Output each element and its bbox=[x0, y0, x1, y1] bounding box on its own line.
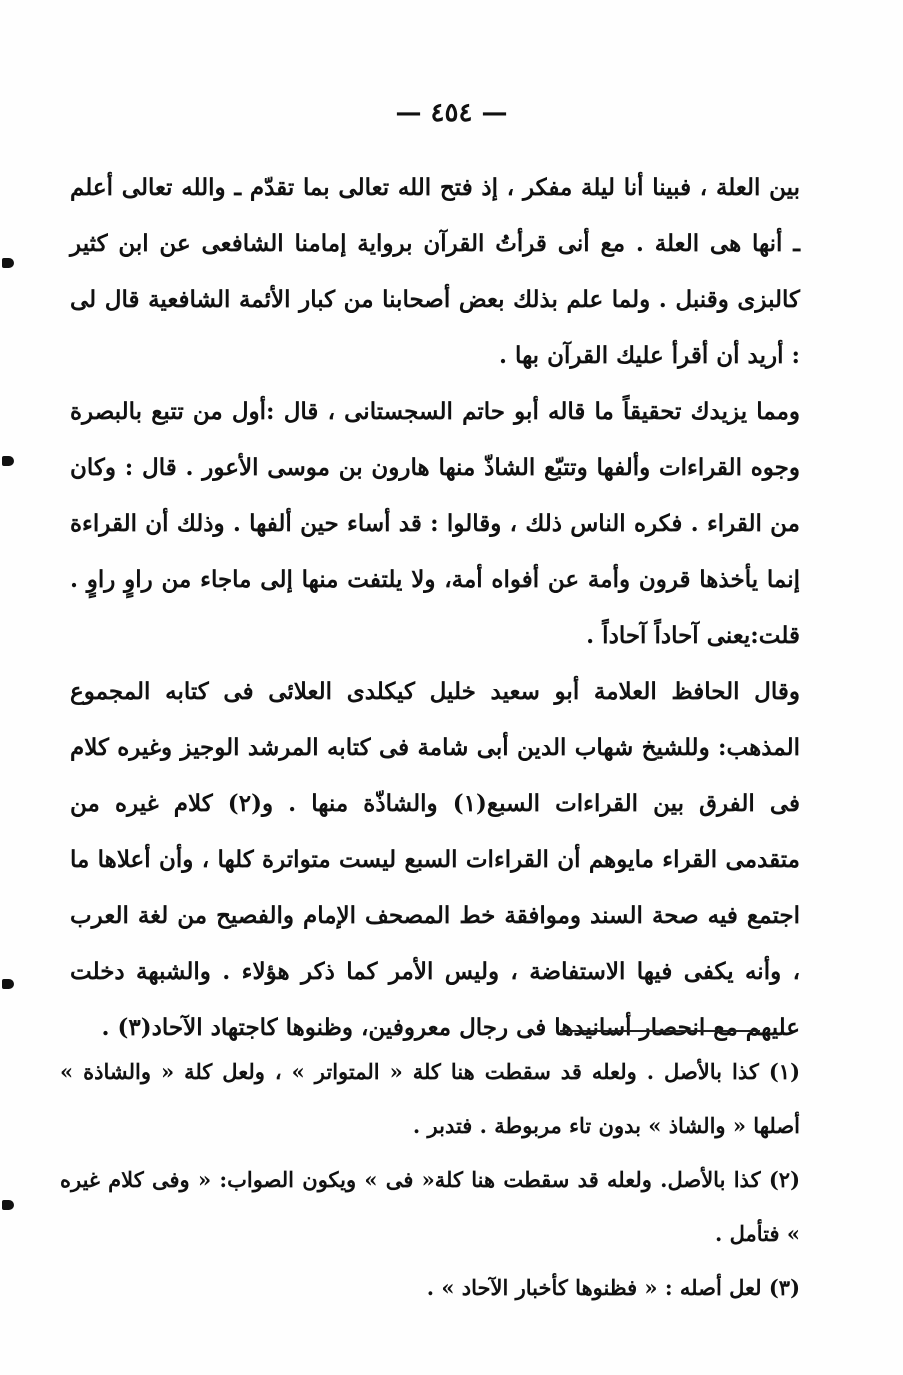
paragraph: بين العلة ، فبينا أنا ليلة مفكر ، إذ فتح الله تعالى بما تقدّم ـ والله تعالى أعلم ـ أنها هى العلة . مع أنى قرأتُ القرآن برواية إمامنا الشافعى عن ابن كثير كالبزى وقنبل . ولما علم بذلك بعض أصحابنا من كبار الأئمة الشافعية قال لى : أريد أن أقرأ عليك القرآن بها . bbox=[70, 174, 800, 369]
footnote: (١) كذا بالأصل . ولعله قد سقطت هنا كلة « المتواتر » ، ولعل كلة « والشاذة » أصلها « والشاذ » بدون تاء مربوطة . فتدبر . bbox=[60, 1059, 800, 1138]
margin-mark bbox=[2, 258, 14, 268]
main-text bbox=[70, 160, 800, 1056]
page-number: — ٤٥٤ — bbox=[395, 98, 508, 128]
paragraph: وقال الحافظ العلامة أبو سعيد خليل كيكلدى العلائى فى كتابه المجموع المذهب: وللشيخ شهاب الدين أبى شامة فى كتابه المرشد الوجيز وغيره كلام فى الفرق بين القراءات السبع(١) والشاذّة منها . و(٢) كلام غيره من متقدمى القراء مايوهم أن القراءات السبع ليست متواترة كلها ، وأن أعلاها ما اجتمع فيه صحة السند وموافقة خط المصحف الإمام والفصيح من لغة العرب ، وأنه يكفى فيها الاستفاضة ، وليس الأمر كما ذكر هؤلاء . والشبهة دخلت عليهم مع انحصار أسانيدها فى رجال معروفين، وظنوها كاجتهاد الآحاد(٣) . bbox=[70, 678, 800, 1041]
margin-mark bbox=[2, 1200, 14, 1210]
footnote-separator bbox=[560, 1030, 760, 1032]
footnotes bbox=[60, 1045, 800, 1315]
footnote: (٣) لعل أصله : « فظنوها كأخبار الآحاد » . bbox=[426, 1275, 800, 1300]
margin-mark bbox=[2, 456, 14, 466]
paragraph: ومما يزيدك تحقيقاً ما قاله أبو حاتم السجستانى ، قال :أول من تتبع بالبصرة وجوه القراءات وألفها وتتبّع الشاذّ منها هارون بن موسى الأعور . قال : وكان من القراء . فكره الناس ذلك ، وقالوا : قد أساء حين ألفها . وذلك أن القراءة إنما يأخذها قرون وأمة عن أفواه أمة، ولا يلتفت منها إلى ماجاء من راوٍ راوٍ . قلت:يعنى آحاداً آحاداً . bbox=[70, 398, 800, 649]
footnote: (٢) كذا بالأصل. ولعله قد سقطت هنا كلة« فى » ويكون الصواب: « وفى كلام غيره » فتأمل . bbox=[60, 1167, 800, 1246]
margin-mark bbox=[2, 979, 14, 989]
